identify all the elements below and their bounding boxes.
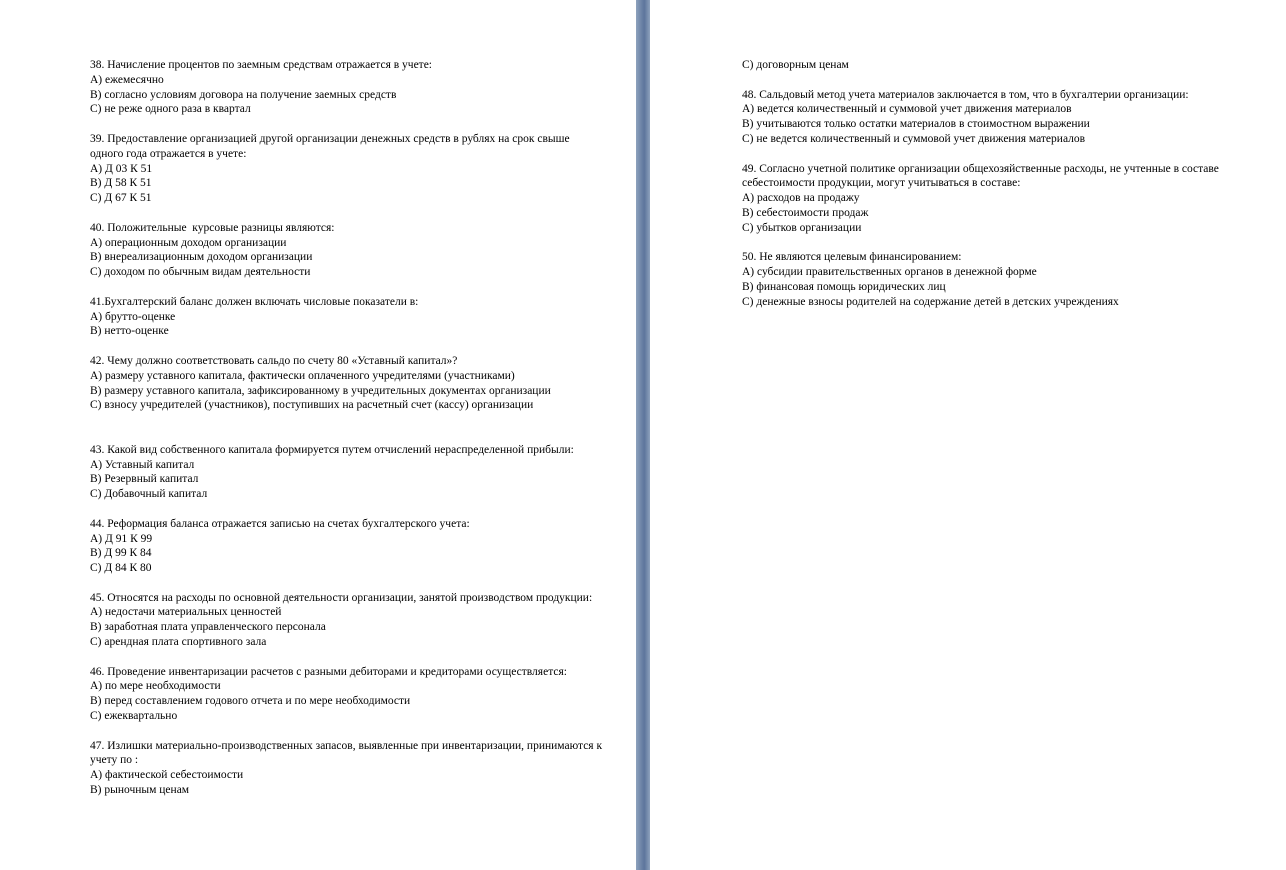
question-44: [90, 517, 605, 576]
answer-option: В) финансовая помощь юридических лиц: [742, 280, 946, 293]
question-text: 44. Реформация баланса отражается записью на счетах бухгалтерского учета:: [90, 517, 470, 530]
question-49: [742, 162, 1252, 236]
answer-option: А) по мере необходимости: [90, 680, 221, 693]
answer-option: В) Резервный капитал: [90, 473, 199, 486]
answer-option: С) убытков организации: [742, 221, 862, 234]
right-page-text-column: [742, 58, 1252, 324]
question-42: [90, 354, 605, 413]
answer-option: А) брутто-оценке: [90, 310, 176, 323]
question-47-continuation: [742, 58, 1252, 73]
answer-option: А) субсидии правительственных органов в денежной форме: [742, 266, 1037, 279]
question-text: 38. Начисление процентов по заемным средствам отражается в учете:: [90, 59, 433, 71]
answer-option: В) внереализационным доходом организации: [90, 251, 313, 264]
question-text: 50. Не являются целевым финансированием:: [742, 251, 962, 264]
answer-option: А) операционным доходом организации: [90, 236, 287, 249]
right-document-page: [650, 0, 1286, 870]
answer-option: С) взносу учредителей (участников), поступивших на расчетный счет (кассу) организации: [90, 399, 534, 412]
question-43: [90, 443, 605, 502]
answer-option: В) Д 99 К 84: [90, 547, 152, 560]
question-text: 46. Проведение инвентаризации расчетов с разными дебиторами и кредиторами осуществляется:: [90, 665, 567, 678]
question-41: [90, 295, 605, 339]
answer-option: С) ежеквартально: [90, 710, 178, 723]
left-document-page: [0, 0, 636, 870]
question-text: 48. Сальдовый метод учета материалов заключается в том, что в бухгалтерии организации:: [742, 88, 1189, 101]
answer-option: С) арендная плата спортивного зала: [90, 636, 267, 649]
question-text: 39. Предоставление организацией другой организации денежных средств в рублях на срок свыше одного года отражается в учете:: [90, 132, 573, 160]
question-text: 49. Согласно учетной политике организации общехозяйственные расходы, не учтенные в составе себестоимости продукции, могут учитываться в составе:: [742, 162, 1222, 190]
page-separator: [636, 0, 650, 870]
question-45: [90, 591, 605, 650]
question-text: 41.Бухгалтерский баланс должен включать числовые показатели в:: [90, 295, 419, 308]
answer-option: С) Д 84 К 80: [90, 562, 152, 575]
question-48: [742, 88, 1252, 147]
answer-option: А) ведется количественный и суммовой учет движения материалов: [742, 103, 1072, 116]
answer-option: С) доходом по обычным видам деятельности: [90, 266, 311, 279]
answer-option: А) Д 03 К 51: [90, 162, 153, 175]
question-47: [90, 739, 605, 798]
left-page-text-column: [90, 58, 605, 813]
question-40: [90, 221, 605, 280]
answer-option: В) нетто-оценке: [90, 325, 169, 338]
answer-option: А) недостачи материальных ценностей: [90, 606, 282, 619]
question-38: [90, 58, 605, 117]
question-text: 40. Положительные курсовые разницы являются:: [90, 221, 335, 234]
answer-option: В) рыночным ценам: [90, 784, 190, 797]
answer-option: В) себестоимости продаж: [742, 206, 869, 219]
question-text: 43. Какой вид собственного капитала формируется путем отчислений нераспределенной прибыли:: [90, 443, 574, 456]
question-39: [90, 132, 605, 206]
answer-option: А) расходов на продажу: [742, 192, 860, 205]
answer-option: В) согласно условиям договора на получение заемных средств: [90, 88, 397, 101]
answer-option: В) перед составлением годового отчета и по мере необходимости: [90, 695, 411, 708]
answer-option: С) договорным ценам: [742, 59, 849, 71]
question-50: [742, 250, 1252, 309]
answer-option: А) размеру уставного капитала, фактически оплаченного учредителями (участниками): [90, 369, 515, 382]
answer-option: В) учитываются только остатки материалов в стоимостном выражении: [742, 118, 1090, 131]
answer-option: В) Д 58 К 51: [90, 177, 152, 190]
question-text: 42. Чему должно соответствовать сальдо по счету 80 «Уставный капитал»?: [90, 354, 458, 367]
answer-option: С) денежные взносы родителей на содержание детей в детских учреждениях: [742, 295, 1119, 308]
answer-option: В) заработная плата управленческого персонала: [90, 621, 326, 634]
answer-option: А) ежемесячно: [90, 73, 164, 86]
answer-option: А) фактической себестоимости: [90, 769, 244, 782]
answer-option: С) Добавочный капитал: [90, 488, 208, 501]
answer-option: С) Д 67 К 51: [90, 192, 152, 205]
question-text: 45. Относятся на расходы по основной деятельности организации, занятой производством продукции:: [90, 591, 593, 604]
question-text: 47. Излишки материально-производственных запасов, выявленные при инвентаризации, принимаются к учету по :: [90, 739, 605, 767]
answer-option: А) Д 91 К 99: [90, 532, 153, 545]
answer-option: С) не ведется количественный и суммовой учет движения материалов: [742, 132, 1086, 145]
answer-option: В) размеру уставного капитала, зафиксированному в учредительных документах организации: [90, 384, 551, 397]
question-46: [90, 665, 605, 724]
answer-option: А) Уставный капитал: [90, 458, 195, 471]
answer-option: С) не реже одного раза в квартал: [90, 103, 251, 116]
